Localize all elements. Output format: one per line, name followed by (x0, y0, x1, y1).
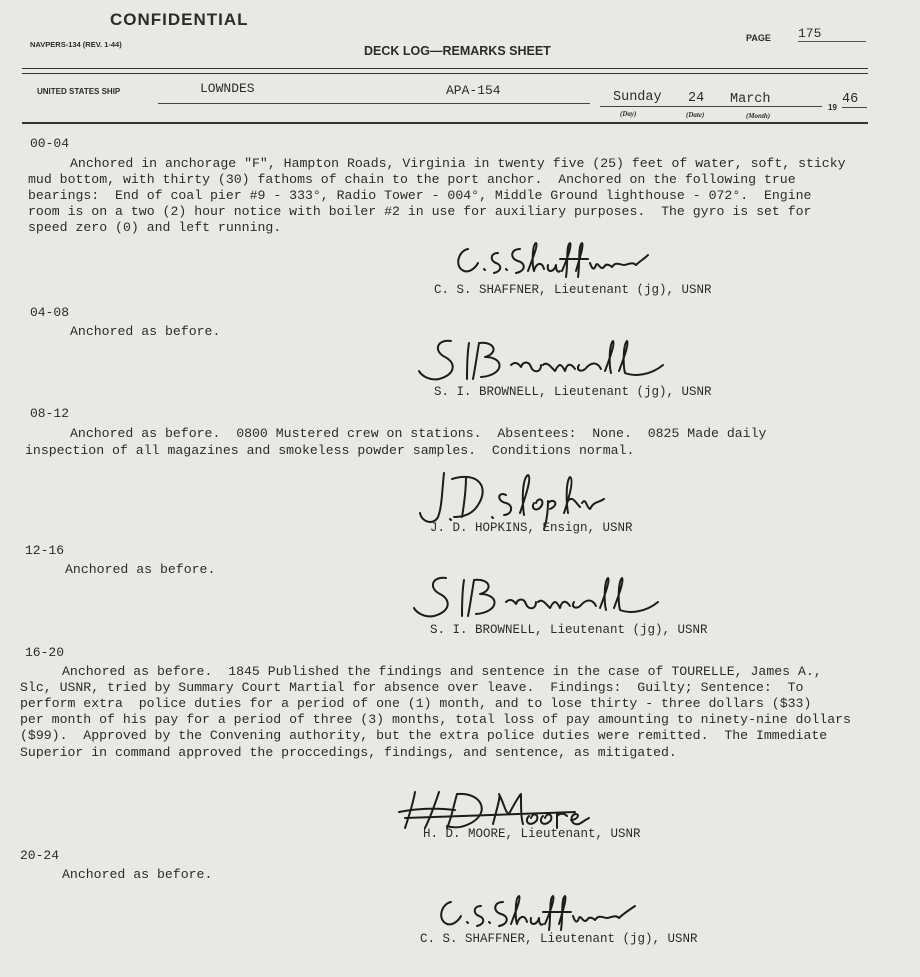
header-rule-top (22, 68, 868, 69)
log-year: 46 (842, 92, 867, 108)
entry-line: ($99). Approved by the Convening authority, but the extra police duties were remitted. The Immediate (20, 728, 828, 743)
year-prefix: 19 (828, 103, 837, 112)
handwritten-signature (410, 572, 660, 624)
entry-line: Anchored as before. (62, 867, 213, 882)
entry-line: mud bottom, with thirty (30) fathoms of chain to the port anchor. Anchored on the following true (28, 172, 796, 187)
handwritten-signature (415, 335, 665, 383)
entry-line: bearings: End of coal pier #9 - 333°, Radio Tower - 004°, Middle Ground lighthouse - 072°. Engine (28, 188, 812, 203)
signature-line: S. I. BROWNELL, Lieutenant (jg), USNR (430, 623, 708, 637)
watch-label: 00-04 (30, 136, 70, 151)
entry-line: per month of his pay for a period of three (3) months, total loss of pay amounting to ninety-nine dollars (20, 712, 851, 727)
month-caption: (Month) (746, 112, 771, 120)
entry-line: Anchored as before. 0800 Mustered crew on stations. Absentees: None. 0825 Made daily (70, 426, 767, 441)
entry-line: Slc, USNR, tried by Summary Court Martial for absence over leave. Findings: Guilty; Sentence: To (20, 680, 804, 695)
ship-name: LOWNDES (200, 81, 255, 96)
page-title: DECK LOG—REMARKS SHEET (364, 44, 551, 58)
handwritten-signature (433, 888, 638, 936)
page-number: 175 (798, 26, 866, 42)
watch-label: 04-08 (30, 305, 70, 320)
signature-line: C. S. SHAFFNER, Lieutenant (jg), USNR (420, 932, 698, 946)
date-caption: (Date) (686, 111, 705, 119)
day-caption: (Day) (620, 110, 637, 118)
page-label: PAGE (746, 33, 771, 43)
entry-line: Anchored in anchorage "F", Hampton Roads, Virginia in twenty five (25) feet of water, soft, sticky (70, 156, 846, 171)
entry-line: Anchored as before. (65, 562, 216, 577)
classification-label: CONFIDENTIAL (110, 10, 249, 29)
entry-line: inspection of all magazines and smokeless powder samples. Conditions normal. (25, 443, 635, 458)
signature-line: C. S. SHAFFNER, Lieutenant (jg), USNR (434, 283, 712, 297)
entry-line: speed zero (0) and left running. (28, 220, 282, 235)
signature-line: S. I. BROWNELL, Lieutenant (jg), USNR (434, 385, 712, 399)
ship-designation: APA-154 (446, 83, 501, 98)
header-rule-top-2 (22, 73, 868, 74)
watch-label: 12-16 (25, 543, 65, 558)
header-rule-bottom (22, 122, 868, 124)
entry-line: room is on a two (2) hour notice with boiler #2 in use for auxiliary purposes. The gyro is set for (28, 204, 812, 219)
signature-line: J. D. HOPKINS, Ensign, USNR (430, 521, 633, 535)
entry-line: perform extra police duties for a period of one (1) month, and to lose thirty - three dollars ($33) (20, 696, 812, 711)
handwritten-signature (408, 467, 608, 529)
log-month: March (730, 92, 771, 107)
entry-line: Anchored as before. 1845 Published the findings and sentence in the case of TOURELLE, James A., (62, 664, 822, 679)
entry-line: Anchored as before. (70, 324, 221, 339)
log-date: 24 (688, 91, 705, 106)
watch-label: 16-20 (25, 645, 65, 660)
log-day: Sunday (613, 90, 662, 105)
ship-label: UNITED STATES SHIP (37, 87, 121, 96)
watch-label: 08-12 (30, 406, 70, 421)
handwritten-signature (395, 788, 590, 832)
form-number: NAVPERS-134 (REV. 1-44) (30, 40, 122, 49)
watch-label: 20-24 (20, 848, 60, 863)
date-field-line (600, 106, 822, 107)
entry-line: Superior in command approved the proccedings, findings, and sentence, as mitigated. (20, 745, 677, 760)
handwritten-signature (450, 235, 650, 283)
signature-line: H. D. MOORE, Lieutenant, USNR (423, 827, 641, 841)
